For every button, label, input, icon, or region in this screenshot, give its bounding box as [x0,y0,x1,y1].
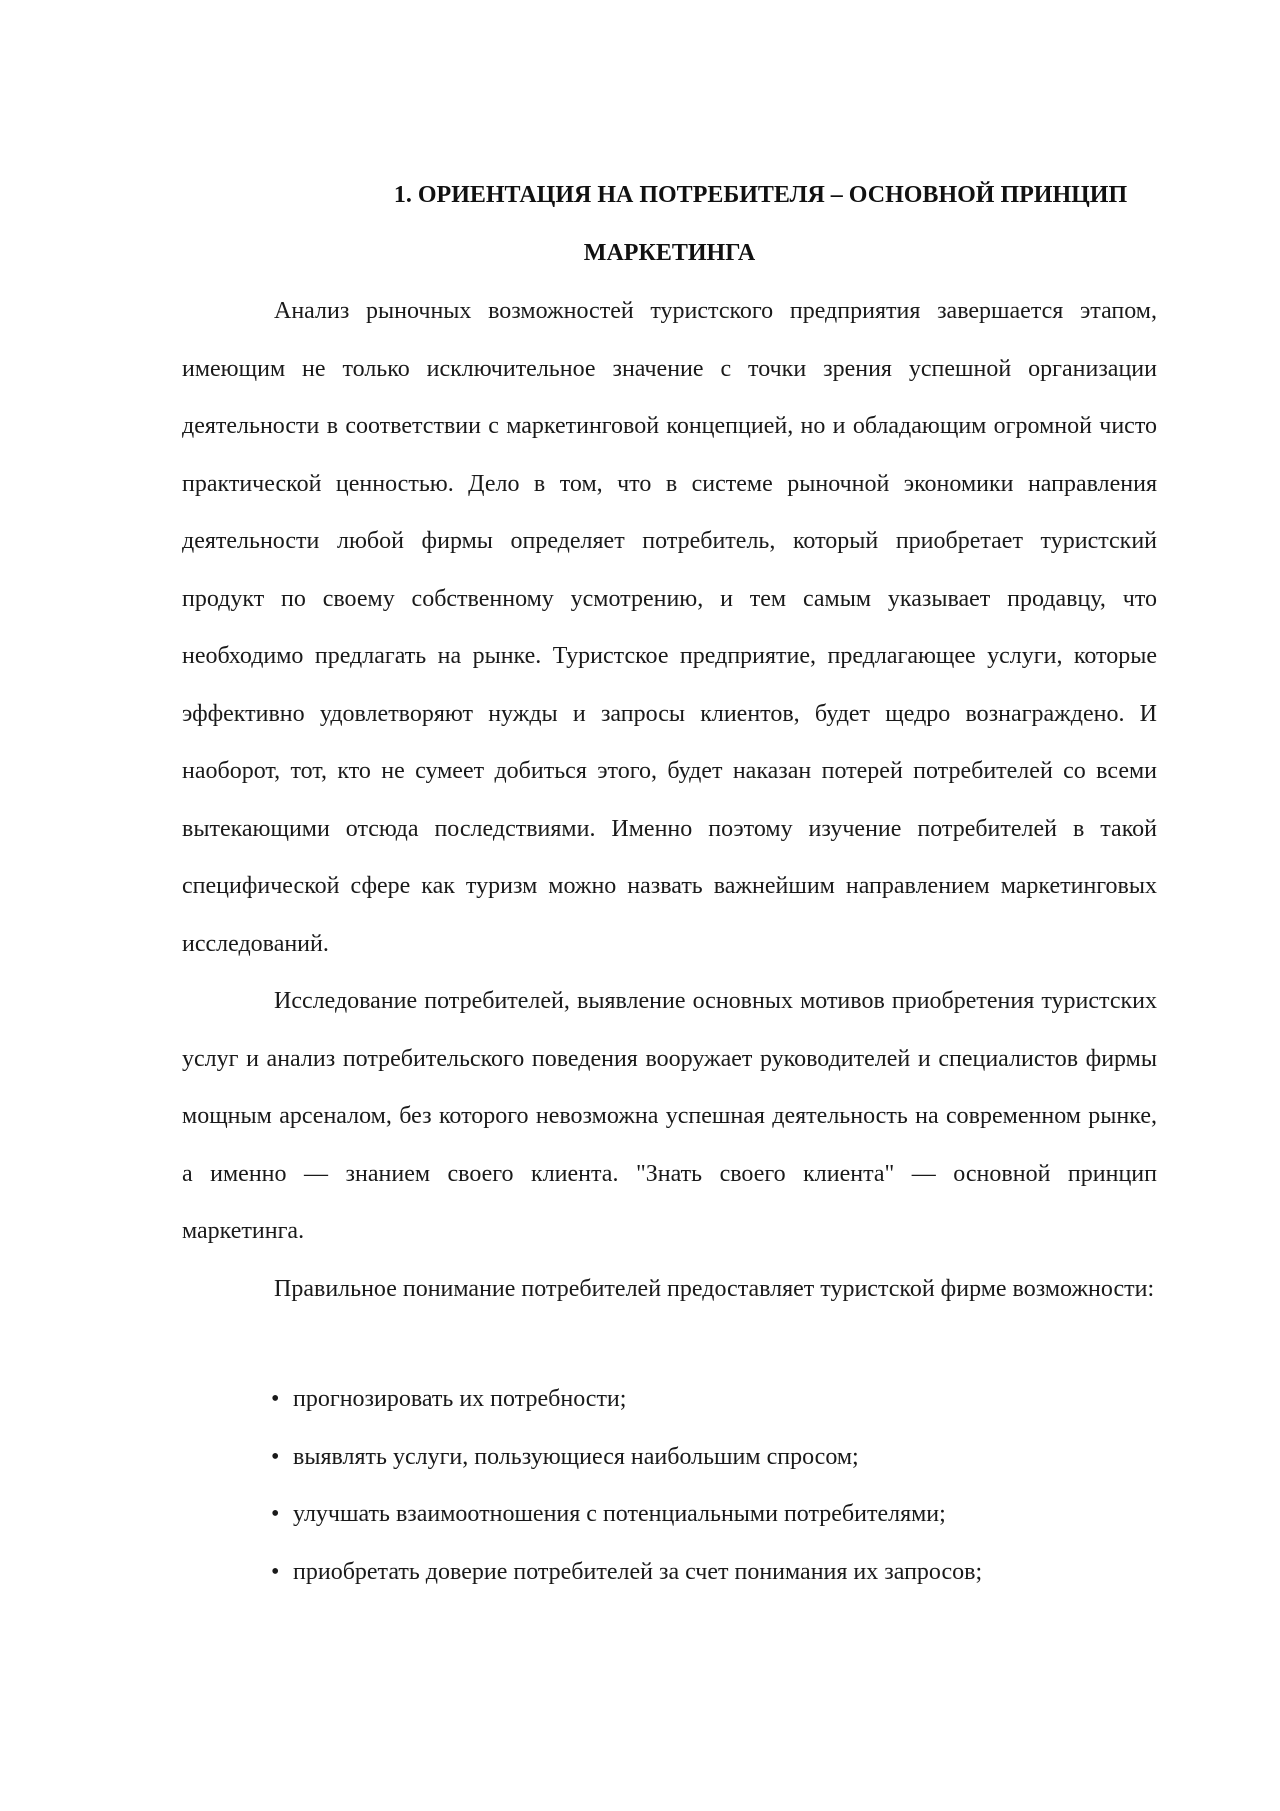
heading-line-2: МАРКЕТИНГА [583,240,756,266]
list-item-text: выявлять услуги, пользующиеся наибольшим спросом; [293,1443,859,1470]
bullet-icon: • [271,1558,280,1585]
bullet-icon: • [271,1443,280,1470]
bullet-icon: • [271,1386,280,1412]
body-text [182,283,1157,1318]
paragraph-2: Исследование потребителей, выявление основных мотивов приобретения туристских услуг и анализ потребительского поведения вооружает руководителей и специалистов фирмы мощным арсеналом, без которого невозможна успешная деятельность на современном рынке, а именно — знанием своего клиента. "Знать своего клиента" — основной принцип маркетинга. [182,988,1157,1244]
list-item-text: приобретать доверие потребителей за счет понимания их запросов; [293,1558,983,1585]
list-item [271,1371,1151,1429]
paragraph-3: Правильное понимание потребителей предоставляет туристской фирме возможности: [274,1275,1155,1302]
bullet-icon: • [271,1501,280,1527]
list-item-text: прогнозировать их потребности; [293,1386,627,1412]
list-item [271,1486,1151,1544]
bullet-list [271,1371,1151,1601]
paragraph-1: Анализ рыночных возможностей туристского предприятия завершается этапом, имеющим не только исключительное значение с точки зрения успешной организации деятельности в соответствии с маркетинговой концепцией, но и обладающим огромной чисто практической ценностью. Дело в том, что в системе рыночной экономики направления деятельности любой фирмы определяет потребитель, который приобретает туристский продукт по своему собственному усмотрению, и тем самым указывает продавцу, что необходимо предлагать на рынке. Туристское предприятие, предлагающее услуги, которые эффективно удовлетворяют нужды и запросы клиентов, будет щедро вознаграждено. И наоборот, тот, кто не сумеет добиться этого, будет наказан потерей потребителей со всеми вытекающими отсюда последствиями. Именно поэтому изучение потребителей в такой специфической сфере как туризм можно назвать важнейшим направлением маркетинговых исследований. [182,298,1157,957]
list-item [271,1544,1151,1602]
heading-line-1: 1. ОРИЕНТАЦИЯ НА ПОТРЕБИТЕЛЯ – ОСНОВНОЙ ПРИНЦИП [393,182,1128,208]
list-item [271,1429,1151,1487]
list-item-text: улучшать взаимоотношения с потенциальными потребителями; [293,1501,946,1527]
